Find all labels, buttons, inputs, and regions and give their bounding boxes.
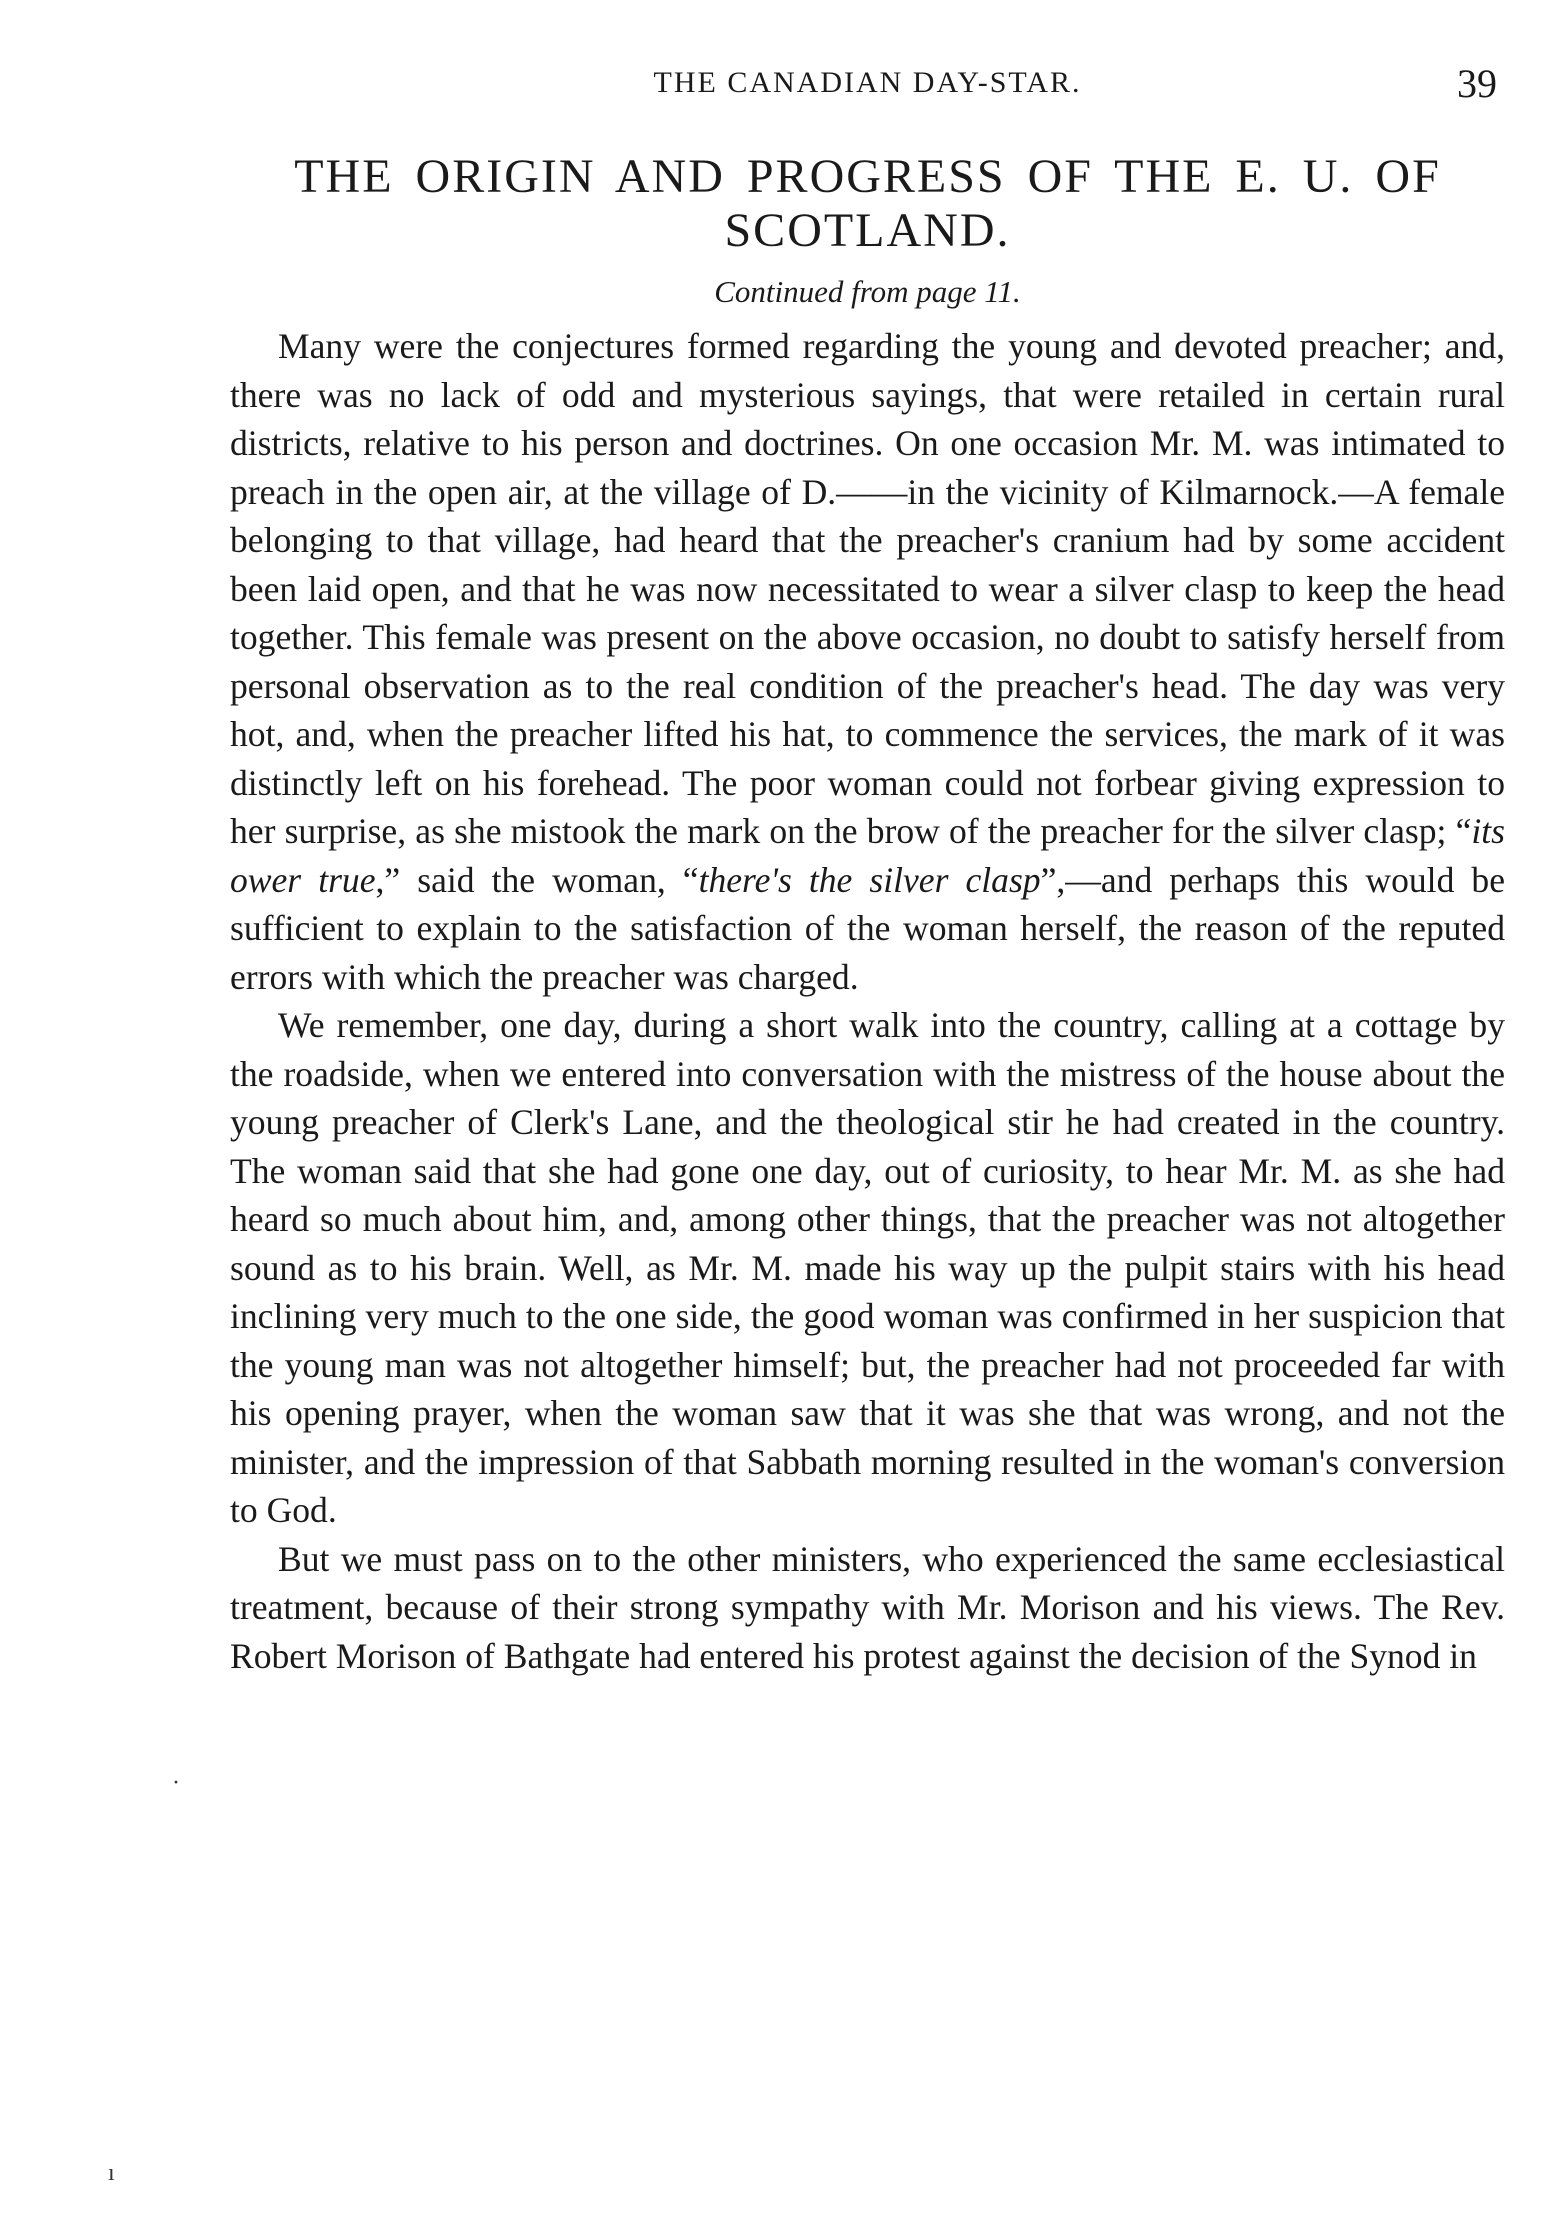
paragraph-3: But we must pass on to the other ministers, who experienced the same ecclesiastical treatment, because of their strong sympathy with Mr. Morison and his views. The Rev. Robert Morison of Bathgate had entered his protest against the decision of the Synod in (230, 1538, 1505, 1676)
running-title: THE CANADIAN DAY-STAR. (653, 66, 1082, 99)
article-body (230, 322, 1505, 1680)
page (230, 60, 1505, 1680)
continued-note (230, 272, 1505, 312)
running-head (230, 60, 1505, 110)
ink-speck: · (172, 1770, 180, 1796)
paragraph-1-part-c: ”,—and perhaps this would be sufficient to explain to the satisfaction of the woman herself, the reason of the reputed errors with which the preacher was charged. (230, 859, 1505, 997)
paragraph-1-part-a: Many were the conjectures formed regarding the young and devoted preacher; and, there was no lack of odd and mysterious sayings, that were retailed in certain rural districts, relative to his person and doctrines. On one occasion Mr. M. was intimated to preach in the open air, at the village of D.——in the vicinity of Kilmarnock.—A female belonging to that village, had heard that the preacher's cranium had by some accident been laid open, and that he was now necessitated to wear a silver clasp to keep the head together. This female was present on the above occasion, no doubt to satisfy herself from personal observation as to the real condition of the preacher's head. The day was very hot, and, when the preacher lifted his hat, to commence the services, the mark of it was distinctly left on his forehead. The poor woman could not forbear giving expression to her surprise, as she mistook the mark on the brow of the preacher for the silver clasp; “ (230, 326, 1505, 851)
paragraph-2: We remember, one day, during a short walk into the country, calling at a cottage by the roadside, when we entered into conversation with the mistress of the house about the young preacher of Clerk's Lane, and the theological stir he had created in the country. The woman said that she had gone one day, out of curiosity, to hear Mr. M. as she had heard so much about him, and, among other things, that the preacher was not altogether sound as to his brain. Well, as Mr. M. made his way up the pulpit stairs with his head inclining very much to the one side, the good woman was confirmed in her suspicion that the young man was not altogether himself; but, the preacher had not proceeded far with his opening prayer, when the woman saw that it was she that was wrong, and not the minister, and the impression of that Sabbath morning resulted in the woman's conversion to God. (230, 1005, 1505, 1530)
quote-silver-clasp: there's the silver clasp (698, 859, 1041, 900)
continued-text: Continued from page 11. (714, 274, 1021, 309)
page-number: 39 (1457, 61, 1497, 106)
ink-mark: ı (108, 2160, 115, 2186)
article-title: THE ORIGIN AND PROGRESS OF THE E. U. OF SCOTLAND. (294, 150, 1441, 257)
quote-its-ower-true: its ower true (230, 811, 1505, 900)
paragraph-1 (230, 322, 1505, 1001)
paragraph-1-part-b: ,” said the woman, “ (375, 859, 699, 900)
